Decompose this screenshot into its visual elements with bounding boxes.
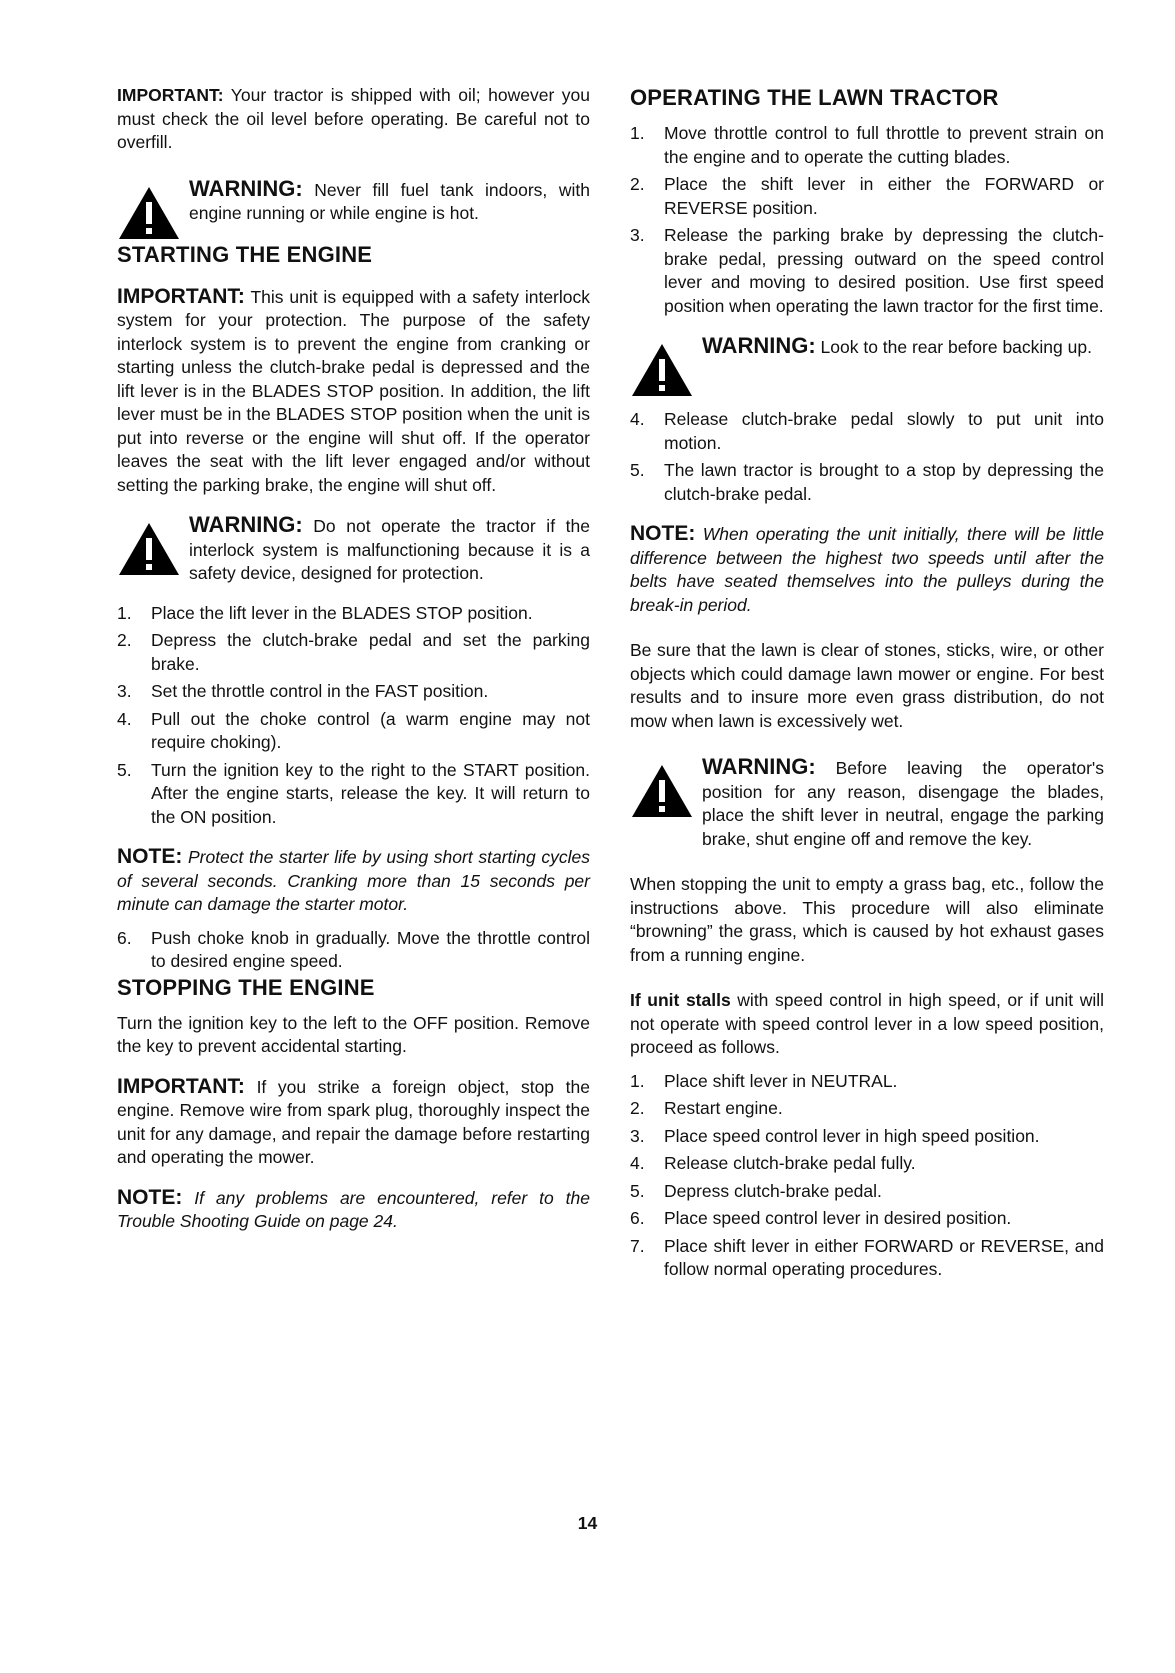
list-item: 2. Depress the clutch-brake pedal and set the parking brake. xyxy=(117,630,590,674)
warning-triangle-icon xyxy=(117,521,181,577)
warning-interlock: WARNING: Do not operate the tractor if the interlock system is malfunctioning because it is a safety device, designed for protection. xyxy=(117,513,590,586)
list-item: 2. Restart engine. xyxy=(630,1098,783,1118)
lawn-clear-text: Be sure that the lawn is clear of stones, sticks, wire, or other objects which could damage lawn mower or engine. For best results and to insure more even grass distribution, do not mow when lawn is excessively wet. xyxy=(630,640,1104,731)
list-item: 1. Place the lift lever in the BLADES STOP position. xyxy=(117,602,533,623)
warning-leaving: WARNING: Before leaving the operator's position for any reason, disengage the blades, place the shift lever in neutral, engage the parking brake, shut engine off and remove the key. xyxy=(630,755,1104,851)
list-item: 5. Depress clutch-brake pedal. xyxy=(630,1180,882,1201)
stopping-heading: STOPPING THE ENGINE xyxy=(117,974,375,1000)
list-item: 3. Release the parking brake by depressing the clutch-brake pedal, pressing outward on the speed control lever and moving to desired position. Use first speed position when operating the lawn tractor for the first time. xyxy=(630,225,1104,316)
right-column xyxy=(630,84,1104,1282)
list-item: 1. Place shift lever in NEUTRAL. xyxy=(630,1070,898,1091)
warning-triangle-icon xyxy=(630,763,694,819)
warning-triangle-icon xyxy=(117,185,181,241)
list-item: 2. Place the shift lever in either the FORWARD or REVERSE position. xyxy=(630,174,1104,218)
list-item: 6. Place speed control lever in desired position. xyxy=(630,1208,1012,1228)
operating-heading: OPERATING THE LAWN TRACTOR xyxy=(630,85,999,110)
list-item: 4. Release clutch-brake pedal fully. xyxy=(630,1153,916,1173)
operating-steps-a xyxy=(630,122,1104,318)
warning-rear: WARNING: Look to the rear before backing up. xyxy=(630,334,1104,398)
stopping-text: Turn the ignition key to the left to the OFF position. Remove the key to prevent accidental starting. xyxy=(117,1012,590,1056)
list-item: 5. Turn the ignition key to the right to the START position. After the engine starts, release the key. It will return to the ON position. xyxy=(117,759,590,827)
start-step-6 xyxy=(117,927,590,974)
important-oil: IMPORTANT: Your tractor is shipped with oil; however you must check the oil level before operating. Be careful not to overfill. xyxy=(117,85,590,152)
stall-steps xyxy=(630,1070,1104,1282)
stalls-text: If unit stalls with speed control in high speed, or if unit will not operate with speed control lever in a low speed position, proceed as follows. xyxy=(630,990,1105,1057)
list-item: 7. Place shift lever in either FORWARD or REVERSE, and follow normal operating procedures. xyxy=(630,1235,1104,1279)
important-interlock: IMPORTANT: This unit is equipped with a safety interlock system for your protection. The purpose of the safety interlock system is to prevent the engine from cranking or starting unless the clutch-brake pedal is depressed and the lift lever is in the BLADES STOP position. In addition, the lift lever must be in the BLADES STOP position when the unit is put into reverse or the engine will shut off. If the operator leaves the seat with the lift lever engaged and/or without setting the parking brake, the engine will shut off. xyxy=(117,284,590,495)
left-column xyxy=(117,84,590,1234)
start-steps xyxy=(117,602,590,830)
list-item: 5. The lawn tractor is brought to a stop by depressing the clutch-brake pedal. xyxy=(630,460,1104,504)
list-item: 1. Move throttle control to full throttle to prevent strain on the engine and to operate the cutting blades. xyxy=(630,123,1104,167)
list-item: 4. Release clutch-brake pedal slowly to put unit into motion. xyxy=(630,409,1104,453)
operating-steps-b xyxy=(630,408,1104,506)
list-item: 4. Pull out the choke control (a warm engine may not require choking). xyxy=(117,708,590,752)
note-trouble: NOTE: If any problems are encountered, refer to the Trouble Shooting Guide on page 24. xyxy=(117,1185,590,1231)
note-starter: NOTE: Protect the starter life by using short starting cycles of several seconds. Cranking more than 15 seconds per minute can damage the starter motor. xyxy=(117,845,590,914)
list-item: 3. Place speed control lever in high speed position. xyxy=(630,1125,1040,1146)
important-foreign-object: IMPORTANT: If you strike a foreign object, stop the engine. Remove wire from spark plug, thoroughly inspect the unit for any damage, and repair the damage before restarting and operating the mower. xyxy=(117,1074,590,1167)
warning-fuel: WARNING: Never fill fuel tank indoors, with engine running or while engine is hot. xyxy=(117,177,590,241)
warning-triangle-icon xyxy=(630,342,694,398)
note-speeds: NOTE: When operating the unit initially, there will be little difference between the highest two speeds until after the belts have seated themselves into the pulleys during the break-in period. xyxy=(630,522,1104,615)
stopping-bag-text: When stopping the unit to empty a grass bag, etc., follow the instructions above. This procedure will also eliminate “browning” the grass, which is caused by hot exhaust gases from a running engine. xyxy=(630,874,1104,965)
list-item: 6. Push choke knob in gradually. Move the throttle control to desired engine speed. xyxy=(117,927,590,971)
page-number: 14 xyxy=(577,1513,598,1533)
starting-heading: STARTING THE ENGINE xyxy=(117,241,373,267)
list-item: 3. Set the throttle control in the FAST position. xyxy=(117,681,489,701)
